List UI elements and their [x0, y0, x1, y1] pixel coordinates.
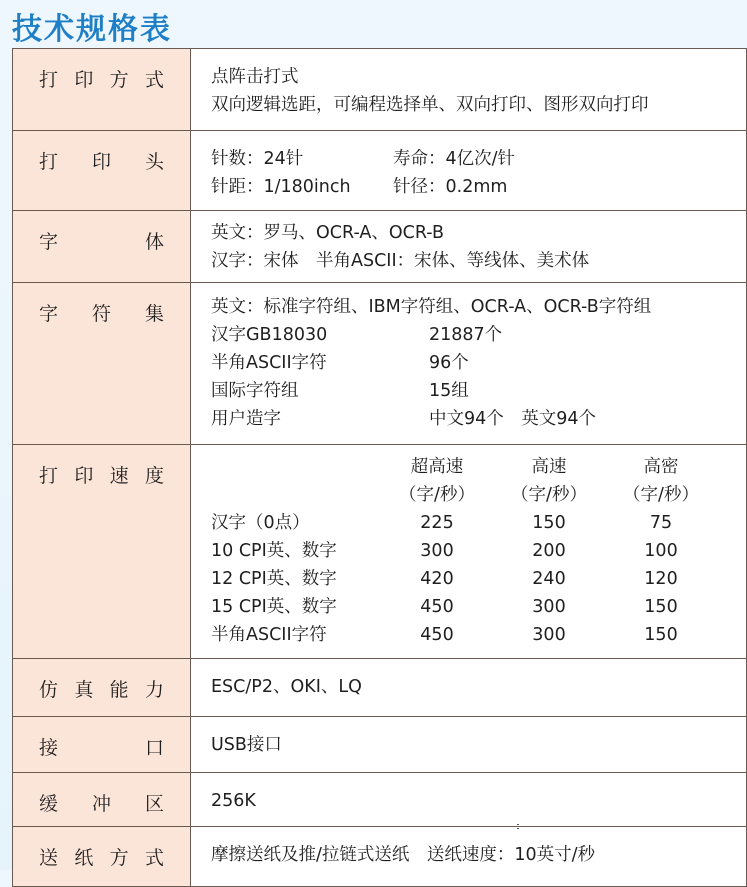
label-char: 字 — [39, 231, 59, 253]
emulation-value: ESC/P2、OKI、LQ — [211, 677, 362, 697]
value-print-method — [191, 49, 747, 131]
speed-value: 450 — [420, 625, 454, 645]
value-interface — [191, 717, 747, 773]
label-char: 集 — [144, 303, 164, 325]
value-paper-feed — [191, 827, 747, 887]
label-char: 缓 — [39, 793, 59, 815]
speed-row-name: 10 CPI英、数字 — [211, 541, 337, 561]
label-char: 印 — [74, 465, 94, 487]
label-char: 印 — [91, 151, 111, 173]
pin-diameter: 针径：0.2mm — [393, 177, 508, 197]
charset-value: 15组 — [429, 381, 469, 401]
interface-value: USB接口 — [211, 735, 282, 755]
speed-unit: （字/秒） — [623, 485, 699, 505]
label-buffer — [13, 773, 191, 827]
row-print-method — [13, 49, 747, 131]
label-char: 式 — [144, 69, 164, 91]
speed-row-name: 15 CPI英、数字 — [211, 597, 337, 617]
label-char: 方 — [109, 847, 129, 869]
label-print-speed — [13, 445, 191, 659]
label-char: 力 — [144, 679, 164, 701]
speed-row-name: 半角ASCII字符 — [211, 625, 327, 645]
pin-life: 寿命：4亿次/针 — [393, 149, 516, 169]
label-char: 接 — [39, 737, 59, 759]
charset-name: 用户造字 — [211, 409, 281, 429]
fonts-line: 英文：罗马、OCR-A、OCR-B — [211, 223, 444, 243]
pin-pitch: 针距：1/180inch — [211, 177, 351, 197]
fonts-line: 汉字：宋体 半角ASCII：宋体、等线体、美术体 — [211, 251, 590, 271]
spec-table — [12, 48, 747, 887]
label-char: 口 — [144, 737, 164, 759]
paper-feed-value: 摩擦送纸及推/拉链式送纸 送纸速度：10英寸/秒 — [211, 845, 596, 865]
speed-row-name: 12 CPI英、数字 — [211, 569, 337, 589]
charset-english: 英文：标准字符组、IBM字符组、OCR-A、OCR-B字符组 — [211, 297, 652, 317]
label-char: 冲 — [91, 793, 111, 815]
row-print-speed — [13, 445, 747, 659]
speed-value: 120 — [644, 569, 678, 589]
row-emulation — [13, 659, 747, 717]
label-char: 打 — [39, 465, 59, 487]
label-char: 式 — [144, 847, 164, 869]
speed-row-name: 汉字（0点） — [211, 513, 310, 533]
speed-value: 450 — [420, 597, 454, 617]
charset-value: 中文94个 英文94个 — [429, 409, 597, 429]
label-print-head — [13, 131, 191, 211]
label-char: 打 — [39, 151, 59, 173]
row-buffer — [13, 773, 747, 827]
label-char: 字 — [39, 303, 59, 325]
label-char: 符 — [91, 303, 111, 325]
speed-value: 300 — [532, 625, 566, 645]
speed-value: 150 — [532, 513, 566, 533]
speed-value: 300 — [420, 541, 454, 561]
charset-name: 汉字GB18030 — [211, 325, 328, 345]
speed-header: 高密 — [643, 457, 679, 477]
pin-count: 针数：24针 — [211, 149, 304, 169]
label-char: 头 — [144, 151, 164, 173]
label-char: 体 — [144, 231, 164, 253]
label-fonts — [13, 211, 191, 283]
row-charset — [13, 283, 747, 445]
label-char: 速 — [109, 465, 129, 487]
value-fonts — [191, 211, 747, 283]
print-method-line: 点阵击打式 — [211, 67, 299, 87]
charset-name: 国际字符组 — [211, 381, 299, 401]
speed-value: 150 — [644, 625, 678, 645]
speed-value: 240 — [532, 569, 566, 589]
row-fonts — [13, 211, 747, 283]
value-print-head — [191, 131, 747, 211]
row-print-head — [13, 131, 747, 211]
label-paper-feed — [13, 827, 191, 887]
label-charset — [13, 283, 191, 445]
speed-header: 超高速 — [410, 457, 464, 477]
speed-grid — [211, 453, 746, 649]
print-method-line: 双向逻辑选距，可编程选择单、双向打印、图形双向打印 — [211, 95, 649, 115]
dot-mark — [517, 824, 519, 830]
label-char: 送 — [39, 847, 59, 869]
label-char: 方 — [109, 69, 129, 91]
label-char: 真 — [74, 679, 94, 701]
value-charset — [191, 283, 747, 445]
charset-name: 半角ASCII字符 — [211, 353, 327, 373]
buffer-value: 256K — [211, 791, 256, 811]
label-char: 打 — [39, 69, 59, 91]
label-char: 印 — [74, 69, 94, 91]
label-char: 纸 — [74, 847, 94, 869]
speed-unit: （字/秒） — [399, 485, 475, 505]
speed-value: 75 — [649, 513, 673, 533]
speed-unit: （字/秒） — [511, 485, 587, 505]
label-char: 能 — [109, 679, 129, 701]
value-emulation — [191, 659, 747, 717]
label-print-method — [13, 49, 191, 131]
speed-value: 300 — [532, 597, 566, 617]
speed-value: 420 — [420, 569, 454, 589]
charset-value: 21887个 — [429, 325, 503, 345]
label-char: 度 — [144, 465, 164, 487]
speed-value: 200 — [532, 541, 566, 561]
label-char: 区 — [144, 793, 164, 815]
value-buffer — [191, 773, 747, 827]
label-char: 仿 — [39, 679, 59, 701]
speed-value: 225 — [420, 513, 454, 533]
value-print-speed — [191, 445, 747, 659]
label-interface — [13, 717, 191, 773]
row-paper-feed — [13, 827, 747, 887]
row-interface — [13, 717, 747, 773]
page-title: 技术规格表 — [12, 12, 172, 47]
label-emulation — [13, 659, 191, 717]
speed-value: 100 — [644, 541, 678, 561]
speed-value: 150 — [644, 597, 678, 617]
speed-header: 高速 — [531, 457, 567, 477]
charset-value: 96个 — [429, 353, 469, 373]
